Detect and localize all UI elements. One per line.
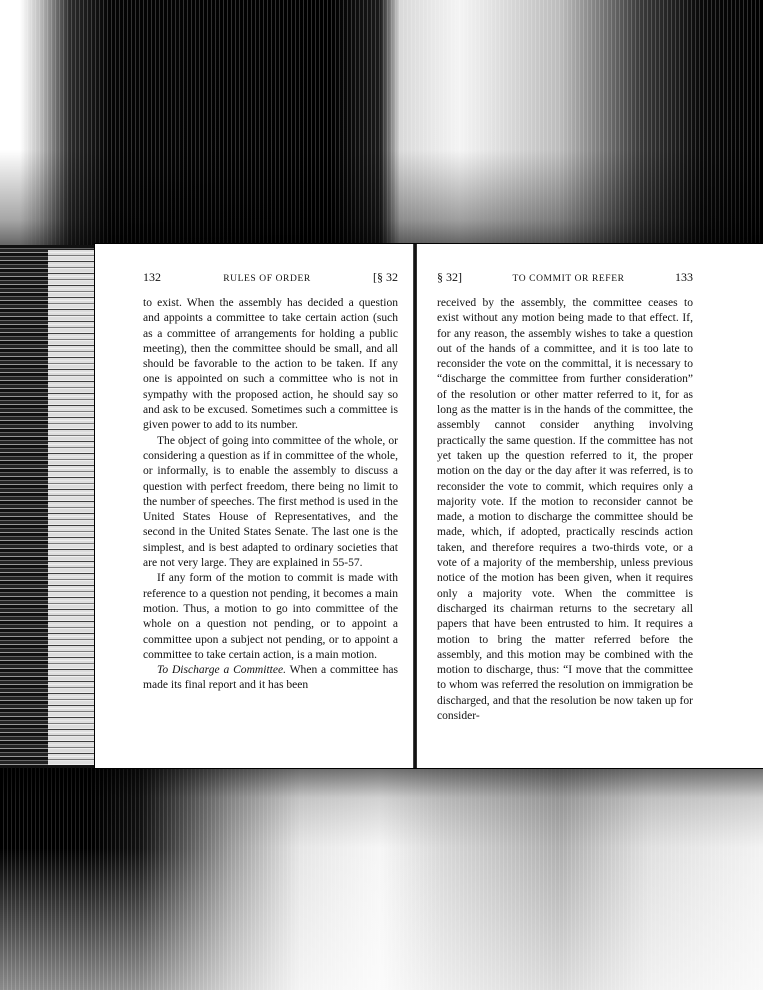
left-paragraph-3: If any form of the motion to commit is made with reference to a question not pending, it becomes a main motion. Thus, a motion to go into committee of the whole on a question not pending, or to appoint a committee upon a subject not pending, or to appoint a committee to take certain action, is a main motion. <box>143 572 398 661</box>
right-running-head: TO COMMIT OR REFER <box>512 274 625 284</box>
right-page-body <box>437 296 693 724</box>
scan-page-edges <box>48 250 96 765</box>
left-page-body <box>143 296 398 694</box>
left-page-number: 132 <box>143 270 161 284</box>
right-page <box>437 270 693 724</box>
right-section-ref: § 32] <box>437 270 462 284</box>
book-gutter <box>413 244 417 768</box>
left-paragraph-1: to exist. When the assembly has decided a question and appoints a committee to take certain action (such as a committee of arrangements for holding a public meeting), then the committee should be small, and all should be favorable to the action to be taken. If any one is appointed on such a committee who is not in sympathy with the proposed action, he should say so and ask to be excused. Sometimes such a committee is given power to add to its number. <box>143 297 398 432</box>
left-running-head: RULES OF ORDER <box>223 274 311 284</box>
scan-shadow-bottom <box>0 768 763 990</box>
right-page-number: 133 <box>675 270 693 284</box>
left-page <box>143 270 398 694</box>
right-page-header <box>437 270 693 290</box>
left-page-header <box>143 270 398 290</box>
left-paragraph-2: The object of going into committee of the whole, or considering a question as if in committee of the whole, or informally, is to enable the assembly to discuss a question with perfect freedom, there being no limit to the number of speeches. The first method is used in the United States House of Representatives, and the second in the United States Senate. The last one is the simplest, and is best adapted to ordinary societies that are not very large. They are explained in 55-57. <box>143 434 398 570</box>
scan-shadow-top <box>0 0 763 245</box>
left-paragraph-4 <box>143 663 398 694</box>
discharge-subheading: To Discharge a Committee. <box>157 664 287 677</box>
left-paragraph-4-text: When a committee has made its final report and it has been <box>143 664 398 692</box>
right-paragraph-1: received by the assembly, the committee ceases to exist without any motion being made to that effect. If, for any reason, the assembly wishes to take a question out of the hands of a committee, and it is too late to reconsider the vote on the committal, it is necessary to “discharge the committee from further consideration” of the resolution or other matter referred to it, for as long as the matter is in the hands of the committee, the assembly cannot consider anything involving practically the same question. If the committee has not yet taken up the question referred to it, the proper motion on the day or the day after it was referred, is to reconsider the vote to commit, which requires only a majority vote. If the motion to reconsider cannot be made, a motion to discharge the committee should be made, which, if adopted, practically rescinds action taken, and therefore requires a two-thirds vote, or a vote of a majority of the membership, unless previous notice of the motion has been given, when it requires only a majority vote. When the committee is discharged its chairman returns to the secretary all papers that have been entrusted to him. It requires a motion to bring the matter referred before the assembly, and this motion may be combined with the motion to discharge, thus: “I move that the committee to whom was referred the resolution on immigration be discharged, and that the resolution be now taken up for consider- <box>437 297 693 723</box>
left-section-ref: [§ 32 <box>372 270 398 284</box>
